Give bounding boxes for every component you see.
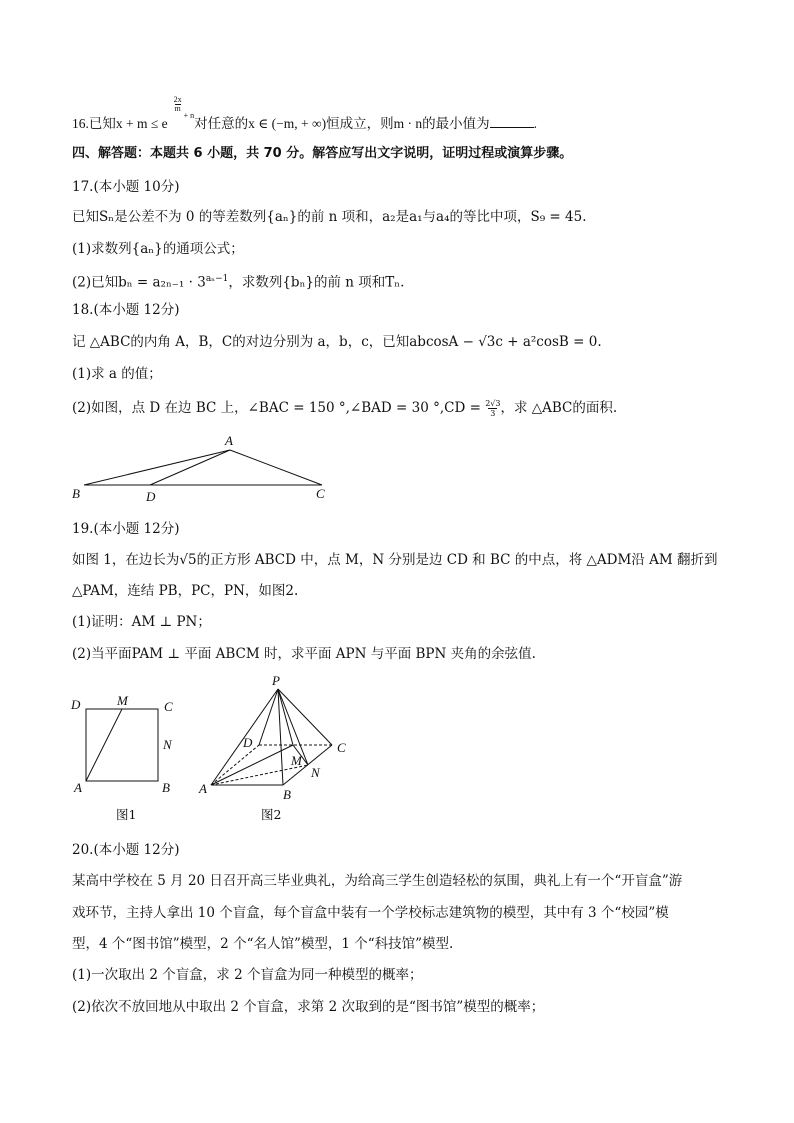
q18-part2-post: ，求 △ABC的面积. (500, 400, 618, 416)
q19-fig2-label-d: D (243, 735, 253, 750)
q19-fig2-edge-am (211, 745, 293, 785)
q20-part2: (2)依次不放回地从中取出 2 个盲盒，求第 2 次取到的是“图书馆”模型的概率； (72, 999, 545, 1015)
q19-fig2-label-c: C (337, 740, 346, 755)
q16-end: . (533, 116, 537, 131)
q16-line (72, 95, 537, 136)
q17-header: 17.(本小题 10分) (72, 179, 180, 195)
q20-stem-line1: 某高中学校在 5 月 20 日召开高三毕业典礼，为给高三学生创造轻松的氛围，典礼上有一个“开盲盒”游 (72, 873, 683, 889)
q19-fig1-label-m: M (117, 693, 128, 708)
q18-cd-num: 2√3 (485, 399, 501, 408)
q19-fig1-square (86, 709, 158, 781)
q18-cd-fraction (485, 399, 500, 418)
q18-label-b: B (72, 486, 80, 501)
q20-stem-line2: 戏环节，主持人拿出 10 个盲盒，每个盲盒中装有一个学校标志建筑物的模型，其中有 3 个“校园”模 (72, 905, 669, 921)
q18-label-c: C (316, 486, 325, 501)
q19-fig1-label-n: N (163, 737, 172, 752)
q18-stem: 记 △ABC的内角 A，B，C的对边分别为 a，b，c，已知abcosA − √3c + a²cosB = 0. (72, 334, 602, 350)
q19-fig2-edge-pc (278, 689, 332, 745)
q17-part2-post: ，求数列{bₙ}的前 n 项和Tₙ. (228, 274, 405, 291)
q18-segment-ad (150, 450, 230, 485)
q16-mid: 对任意的 (194, 116, 249, 131)
q20-part1: (1)一次取出 2 个盲盒，求 2 个盲盒为同一种模型的概率； (72, 967, 423, 983)
q16-exp-tail: + n (183, 111, 195, 120)
q16-pre: 已知 (88, 116, 116, 131)
q17-stem: 已知Sₙ是公差不为 0 的等差数列{aₙ}的前 n 项和，a₂是a₁与a₄的等比中项，S₉ = 45. (72, 209, 587, 225)
q19-fig1-label-d: D (71, 697, 81, 712)
q19-part1: (1)证明：AM ⊥ PN； (72, 614, 211, 630)
q19-part2: (2)当平面PAM ⊥ 平面 ABCM 时，求平面 APN 与平面 BPN 夹角的余弦值. (72, 646, 536, 662)
q20-header: 20.(本小题 12分) (72, 842, 180, 858)
q19-fig2-edge-pd (259, 689, 278, 745)
q16-domain: x ∈ (−m, + ∞) (248, 116, 327, 131)
q19-fig2-label-b: B (283, 787, 291, 802)
q16-ineq-left: x + m ≤ e (115, 116, 168, 131)
q18-part2-pre: (2)如图，点 D 在边 BC 上，∠BAC = 150 °,∠BAD = 30 °,CD = (72, 400, 481, 416)
q18-label-a: A (225, 433, 233, 448)
q19-figure1 (62, 690, 192, 825)
q19-fig2-caption: 图2 (261, 807, 282, 822)
q19-figure2 (195, 672, 365, 827)
q19-fig1-segment-am (86, 709, 122, 781)
q16-exp-frac (174, 96, 182, 113)
q18-header: 18.(本小题 12分) (72, 302, 180, 318)
q17-part1: (1)求数列{aₙ}的通项公式； (72, 241, 244, 257)
q19-fig1-label-c: C (164, 699, 173, 714)
q16-answer-blank[interactable] (490, 113, 534, 128)
q18-part2 (72, 398, 617, 418)
q19-fig2-hidden-an (211, 765, 308, 785)
q16-exp-num: 2x (173, 95, 182, 104)
q16-post: 恒成立，则 (326, 116, 394, 131)
q17-part2 (72, 269, 404, 293)
q19-fig1-label-b: B (162, 780, 170, 795)
q19-header: 19.(本小题 12分) (72, 521, 180, 537)
q18-part1: (1)求 a 的值； (72, 366, 162, 382)
q16-number: 16. (72, 116, 89, 131)
q16-exponent (168, 95, 195, 136)
q19-fig1-caption: 图1 (116, 807, 137, 822)
section4-heading: 四、解答题：本题共 6 小题，共 70 分。解答应写出文字说明，证明过程或演算步骤。 (72, 146, 573, 161)
q18-triangle-figure (60, 430, 360, 510)
q19-stem-line1: 如图 1，在边长为√5的正方形 ABCD 中，点 M，N 分别是边 CD 和 BC 的中点，将 △ADM沿 AM 翻折到 (72, 552, 718, 568)
q17-part2-exp: aₙ−1 (205, 274, 229, 284)
q19-stem-line2: △PAM，连结 PB，PC，PN，如图2. (72, 583, 299, 599)
q18-side-ab (84, 450, 230, 485)
q18-cd-den: 3 (490, 409, 496, 418)
q20-stem-line3: 型，4 个“图书馆”模型，2 个“名人馆”模型，1 个“科技馆”模型. (72, 936, 454, 952)
q19-fig2-label-n: N (311, 765, 320, 780)
q16-target: m · n (393, 116, 423, 131)
q19-fig1-label-a: A (74, 780, 82, 795)
q19-fig2-label-m: M (291, 753, 302, 768)
q19-fig2-label-a: A (199, 781, 207, 796)
q18-side-ac (230, 450, 322, 485)
q19-fig2-label-p: P (272, 673, 280, 688)
q17-part2-pre: (2)已知bₙ = a₂ₙ₋₁ · 3 (72, 274, 206, 291)
q18-label-d: D (146, 489, 156, 504)
q16-exp-den: m (174, 104, 181, 113)
q16-tail: 的最小值为 (422, 116, 490, 131)
